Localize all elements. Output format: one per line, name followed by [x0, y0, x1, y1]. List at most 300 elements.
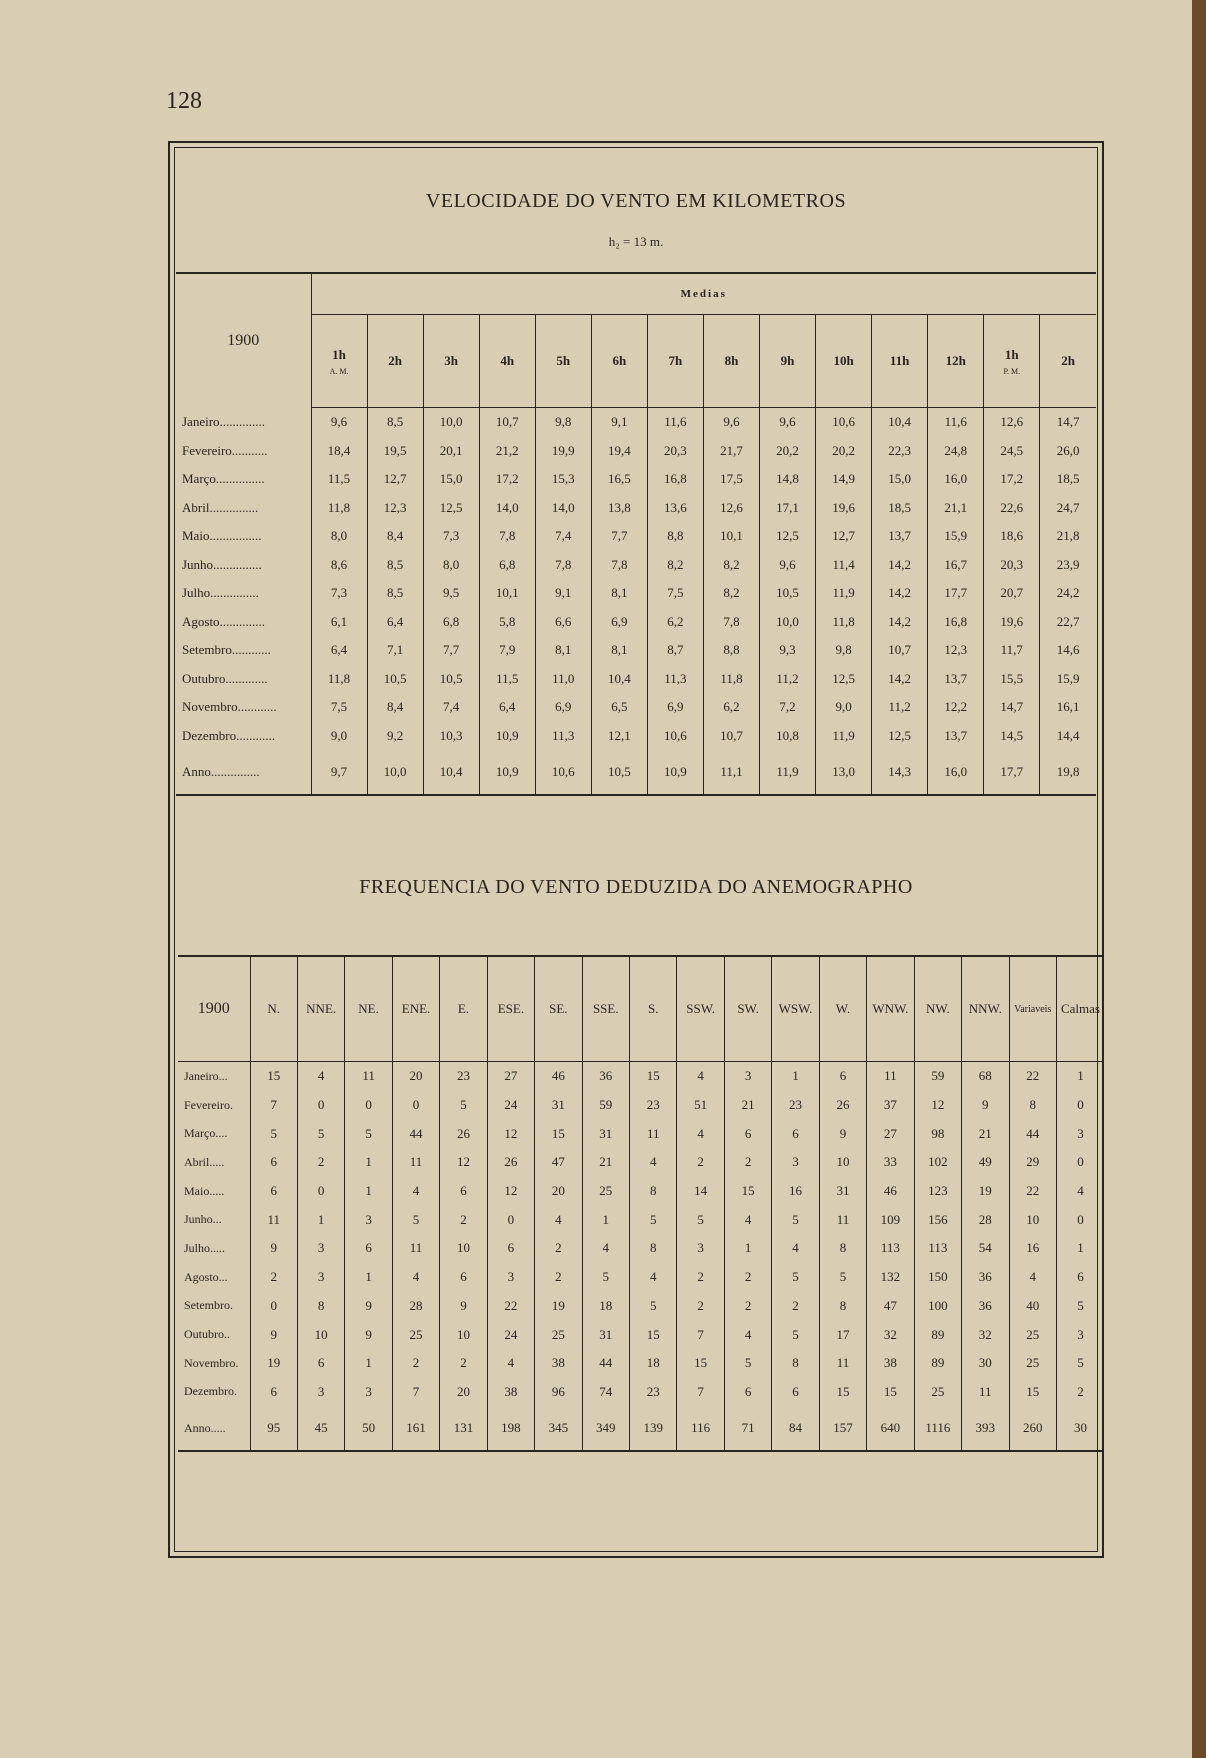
frequency-cell: 14 — [677, 1177, 724, 1206]
velocity-cell: 20,3 — [984, 551, 1040, 580]
direction-header: ENE. — [392, 956, 439, 1062]
frequency-cell: 5 — [772, 1320, 819, 1349]
frequency-cell: 9 — [440, 1292, 487, 1321]
frequency-cell: 20 — [392, 1062, 439, 1091]
frequency-cell: 74 — [582, 1378, 629, 1407]
velocity-cell: 10,7 — [872, 636, 928, 665]
frequency-cell: 21 — [962, 1119, 1009, 1148]
frequency-cell: 5 — [819, 1263, 866, 1292]
frequency-cell: 5 — [630, 1292, 677, 1321]
velocity-cell: 15,5 — [984, 665, 1040, 694]
frequency-cell: 6 — [724, 1378, 771, 1407]
frequency-table — [178, 955, 1104, 1452]
hour-label: 8h — [724, 353, 739, 368]
frequency-cell: 71 — [724, 1406, 771, 1451]
frequency-cell: 44 — [582, 1349, 629, 1378]
velocity-cell: 9,0 — [816, 693, 872, 722]
frequency-cell: 3 — [297, 1263, 344, 1292]
velocity-cell: 9,1 — [591, 408, 647, 437]
frequency-cell: 2 — [440, 1349, 487, 1378]
frequency-cell: 15 — [724, 1177, 771, 1206]
frequency-cell: 20 — [535, 1177, 582, 1206]
month-label: Julho............... — [182, 585, 259, 601]
velocity-cell: 20,1 — [423, 437, 479, 466]
frequency-cell: 0 — [1056, 1148, 1104, 1177]
frequency-cell: 27 — [867, 1119, 914, 1148]
velocity-cell: 17,2 — [984, 465, 1040, 494]
frequency-cell: 10 — [440, 1320, 487, 1349]
velocity-cell: 13,0 — [816, 750, 872, 795]
velocity-cell: 14,2 — [872, 551, 928, 580]
velocity-cell: 21,8 — [1040, 522, 1096, 551]
velocity-cell: 8,5 — [367, 579, 423, 608]
month-label: Junho... — [184, 1212, 222, 1227]
frequency-cell: 1 — [582, 1205, 629, 1234]
frequency-cell: 6 — [724, 1119, 771, 1148]
frequency-cell: 32 — [867, 1320, 914, 1349]
velocity-cell: 16,8 — [647, 465, 703, 494]
velocity-cell: 14,0 — [479, 494, 535, 523]
velocity-cell: 11,8 — [311, 494, 367, 523]
frequency-cell: 25 — [914, 1378, 961, 1407]
frequency-cell: 0 — [1056, 1205, 1104, 1234]
hour-label: 6h — [612, 353, 627, 368]
frequency-cell: 3 — [297, 1378, 344, 1407]
frequency-cell: 1 — [1056, 1234, 1104, 1263]
frequency-cell: 5 — [582, 1263, 629, 1292]
frequency-cell: 6 — [772, 1119, 819, 1148]
frequency-cell: 15 — [1009, 1378, 1056, 1407]
direction-header: SW. — [724, 956, 771, 1062]
frequency-cell: 131 — [440, 1406, 487, 1451]
frequency-cell: 3 — [345, 1205, 392, 1234]
velocity-cell: 17,1 — [760, 494, 816, 523]
velocity-cell: 9,6 — [760, 551, 816, 580]
velocity-row — [176, 494, 1096, 523]
frequency-cell: 10 — [297, 1320, 344, 1349]
velocity-cell: 10,9 — [479, 750, 535, 795]
frequency-cell: 4 — [582, 1234, 629, 1263]
velocity-cell: 12,7 — [816, 522, 872, 551]
frequency-cell: 3 — [772, 1148, 819, 1177]
velocity-cell: 17,7 — [928, 579, 984, 608]
velocity-cell: 15,3 — [535, 465, 591, 494]
month-label: Agosto... — [184, 1269, 228, 1284]
month-label: Agosto.............. — [182, 613, 266, 629]
velocity-hour-header — [984, 315, 1040, 408]
velocity-cell: 16,5 — [591, 465, 647, 494]
direction-header: ESE. — [487, 956, 534, 1062]
velocity-cell: 8,1 — [591, 579, 647, 608]
frequency-cell: 8 — [630, 1177, 677, 1206]
velocity-row — [176, 636, 1096, 665]
frequency-cell: 1 — [772, 1062, 819, 1091]
frequency-cell: 25 — [1009, 1349, 1056, 1378]
frequency-cell: 4 — [677, 1062, 724, 1091]
frequency-year-header: 1900 — [178, 956, 250, 1062]
velocity-row — [176, 665, 1096, 694]
velocity-cell: 6,6 — [535, 608, 591, 637]
frequency-cell: 5 — [1056, 1349, 1104, 1378]
frequency-cell: 1 — [345, 1349, 392, 1378]
velocity-cell: 21,1 — [928, 494, 984, 523]
frequency-cell: 7 — [250, 1091, 297, 1120]
velocity-cell: 10,0 — [760, 608, 816, 637]
velocity-cell: 12,2 — [928, 693, 984, 722]
velocity-cell: 13,7 — [928, 665, 984, 694]
frequency-cell: 11 — [345, 1062, 392, 1091]
velocity-cell: 12,3 — [367, 494, 423, 523]
frequency-cell: 7 — [677, 1378, 724, 1407]
frequency-cell: 4 — [724, 1320, 771, 1349]
velocity-cell: 11,2 — [760, 665, 816, 694]
velocity-cell: 6,1 — [311, 608, 367, 637]
frequency-cell: 38 — [867, 1349, 914, 1378]
velocity-cell: 21,2 — [479, 437, 535, 466]
velocity-cell: 14,7 — [984, 693, 1040, 722]
velocity-cell: 19,5 — [367, 437, 423, 466]
frequency-cell: 6 — [487, 1234, 534, 1263]
velocity-cell: 7,8 — [479, 522, 535, 551]
frequency-cell: 150 — [914, 1263, 961, 1292]
frequency-cell: 8 — [630, 1234, 677, 1263]
frequency-cell: 33 — [867, 1148, 914, 1177]
frequency-cell: 11 — [867, 1062, 914, 1091]
velocity-cell: 8,7 — [647, 636, 703, 665]
frequency-cell: 45 — [297, 1406, 344, 1451]
frequency-cell: 2 — [724, 1263, 771, 1292]
frequency-cell: 3 — [297, 1234, 344, 1263]
velocity-table — [176, 272, 1096, 796]
hour-label: 3h — [444, 353, 459, 368]
velocity-cell: 11,9 — [816, 722, 872, 751]
direction-header: Calmas — [1056, 956, 1104, 1062]
frequency-cell: 100 — [914, 1292, 961, 1321]
frequency-cell: 4 — [724, 1205, 771, 1234]
frequency-cell: 8 — [1009, 1091, 1056, 1120]
hour-label: 1h — [1004, 346, 1019, 362]
velocity-cell: 11,6 — [647, 408, 703, 437]
velocity-row — [176, 693, 1096, 722]
frequency-cell: 25 — [535, 1320, 582, 1349]
velocity-cell: 24,5 — [984, 437, 1040, 466]
velocity-cell: 8,5 — [367, 551, 423, 580]
medias-header: Medias — [311, 273, 1096, 315]
frequency-cell: 26 — [440, 1119, 487, 1148]
frequency-cell: 15 — [535, 1119, 582, 1148]
frequency-cell: 9 — [250, 1320, 297, 1349]
frequency-cell: 2 — [724, 1292, 771, 1321]
frequency-cell: 26 — [487, 1148, 534, 1177]
frequency-cell: 24 — [487, 1091, 534, 1120]
month-label: Abril............... — [182, 499, 259, 515]
frequency-row — [178, 1292, 1104, 1321]
frequency-cell: 2 — [392, 1349, 439, 1378]
frequency-cell: 123 — [914, 1177, 961, 1206]
frequency-cell: 8 — [819, 1234, 866, 1263]
direction-header: S. — [630, 956, 677, 1062]
month-label: Novembro............ — [182, 699, 277, 715]
velocity-cell: 14,2 — [872, 608, 928, 637]
velocity-cell: 10,9 — [479, 722, 535, 751]
month-label: Junho............... — [182, 556, 262, 572]
velocity-cell: 14,9 — [816, 465, 872, 494]
velocity-cell: 11,7 — [984, 636, 1040, 665]
velocity-row — [176, 722, 1096, 751]
velocity-cell: 9,1 — [535, 579, 591, 608]
velocity-cell: 7,8 — [535, 551, 591, 580]
month-label: Março.... — [184, 1126, 228, 1141]
frequency-cell: 36 — [582, 1062, 629, 1091]
page-number: 128 — [166, 88, 202, 114]
frequency-cell: 36 — [962, 1263, 1009, 1292]
frequency-cell: 16 — [772, 1177, 819, 1206]
frequency-cell: 8 — [297, 1292, 344, 1321]
frequency-cell: 12 — [487, 1119, 534, 1148]
frequency-cell: 6 — [250, 1378, 297, 1407]
velocity-cell: 10,4 — [591, 665, 647, 694]
velocity-cell: 16,7 — [928, 551, 984, 580]
velocity-cell: 14,6 — [1040, 636, 1096, 665]
frequency-cell: 9 — [345, 1320, 392, 1349]
frequency-cell: 38 — [535, 1349, 582, 1378]
velocity-hour-header — [311, 315, 367, 408]
frequency-cell: 2 — [535, 1234, 582, 1263]
frequency-cell: 8 — [772, 1349, 819, 1378]
velocity-cell: 7,3 — [423, 522, 479, 551]
velocity-cell: 11,6 — [928, 408, 984, 437]
velocity-cell: 16,1 — [1040, 693, 1096, 722]
frequency-cell: 23 — [772, 1091, 819, 1120]
frequency-row — [178, 1263, 1104, 1292]
month-label: Março............... — [182, 471, 265, 487]
frequency-cell: 44 — [1009, 1119, 1056, 1148]
hour-label: 2h — [1061, 353, 1076, 368]
frequency-cell: 0 — [345, 1091, 392, 1120]
hour-label: 2h — [388, 353, 402, 368]
velocity-cell: 8,0 — [423, 551, 479, 580]
velocity-cell: 11,4 — [816, 551, 872, 580]
frequency-cell: 0 — [297, 1091, 344, 1120]
velocity-cell: 8,6 — [311, 551, 367, 580]
frequency-cell: 17 — [819, 1320, 866, 1349]
frequency-cell: 2 — [297, 1148, 344, 1177]
frequency-cell: 4 — [535, 1205, 582, 1234]
frequency-cell: 4 — [630, 1148, 677, 1177]
velocity-cell: 6,4 — [367, 608, 423, 637]
frequency-cell: 5 — [772, 1205, 819, 1234]
frequency-cell: 0 — [297, 1177, 344, 1206]
velocity-cell: 13,7 — [872, 522, 928, 551]
velocity-hour-header — [535, 315, 591, 408]
velocity-cell: 10,0 — [367, 750, 423, 795]
frequency-cell: 0 — [250, 1292, 297, 1321]
velocity-cell: 23,9 — [1040, 551, 1096, 580]
velocity-cell: 10,4 — [872, 408, 928, 437]
direction-header: NNW. — [962, 956, 1009, 1062]
velocity-cell: 15,9 — [928, 522, 984, 551]
velocity-hour-header — [367, 315, 423, 408]
direction-header: WNW. — [867, 956, 914, 1062]
frequency-cell: 40 — [1009, 1292, 1056, 1321]
velocity-cell: 7,5 — [311, 693, 367, 722]
velocity-cell: 7,8 — [703, 608, 759, 637]
velocity-cell: 26,0 — [1040, 437, 1096, 466]
velocity-cell: 12,5 — [760, 522, 816, 551]
velocity-cell: 17,7 — [984, 750, 1040, 795]
frequency-cell: 21 — [582, 1148, 629, 1177]
direction-header: W. — [819, 956, 866, 1062]
frequency-cell: 5 — [345, 1119, 392, 1148]
velocity-cell: 8,5 — [367, 408, 423, 437]
frequency-row — [178, 1119, 1104, 1148]
velocity-hour-header — [591, 315, 647, 408]
velocity-cell: 18,5 — [872, 494, 928, 523]
frequency-cell: 16 — [1009, 1234, 1056, 1263]
frequency-cell: 393 — [962, 1406, 1009, 1451]
month-label: Janeiro... — [184, 1068, 228, 1083]
frequency-cell: 1 — [297, 1205, 344, 1234]
frequency-cell: 10 — [440, 1234, 487, 1263]
velocity-cell: 14,8 — [760, 465, 816, 494]
velocity-cell: 10,0 — [423, 408, 479, 437]
frequency-cell: 1116 — [914, 1406, 961, 1451]
direction-header: NE. — [345, 956, 392, 1062]
frequency-cell: 2 — [250, 1263, 297, 1292]
velocity-cell: 8,2 — [647, 551, 703, 580]
frequency-cell: 89 — [914, 1320, 961, 1349]
velocity-hour-header — [760, 315, 816, 408]
velocity-cell: 14,2 — [872, 665, 928, 694]
frequency-cell: 10 — [819, 1148, 866, 1177]
velocity-row — [176, 608, 1096, 637]
velocity-cell: 22,7 — [1040, 608, 1096, 637]
month-label: Novembro. — [184, 1355, 239, 1370]
frequency-cell: 11 — [250, 1205, 297, 1234]
velocity-cell: 17,5 — [703, 465, 759, 494]
velocity-cell: 19,6 — [816, 494, 872, 523]
frequency-cell: 0 — [392, 1091, 439, 1120]
velocity-cell: 10,4 — [423, 750, 479, 795]
frequency-cell: 12 — [487, 1177, 534, 1206]
frequency-cell: 23 — [630, 1091, 677, 1120]
velocity-cell: 17,2 — [479, 465, 535, 494]
velocity-cell: 7,3 — [311, 579, 367, 608]
book-page-edge — [1192, 0, 1206, 1758]
velocity-cell: 7,7 — [423, 636, 479, 665]
frequency-cell: 161 — [392, 1406, 439, 1451]
frequency-cell: 4 — [630, 1263, 677, 1292]
velocity-cell: 12,7 — [367, 465, 423, 494]
frequency-cell: 24 — [487, 1320, 534, 1349]
velocity-cell: 6,9 — [647, 693, 703, 722]
frequency-cell: 15 — [630, 1062, 677, 1091]
frequency-cell: 21 — [724, 1091, 771, 1120]
frequency-cell: 5 — [677, 1205, 724, 1234]
direction-header: NW. — [914, 956, 961, 1062]
velocity-cell: 11,5 — [311, 465, 367, 494]
velocity-year-header: 1900 — [227, 331, 260, 349]
hour-label: 5h — [556, 353, 571, 368]
velocity-cell: 20,2 — [760, 437, 816, 466]
frequency-cell: 12 — [440, 1148, 487, 1177]
frequency-cell: 5 — [250, 1119, 297, 1148]
frequency-cell: 89 — [914, 1349, 961, 1378]
frequency-cell: 27 — [487, 1062, 534, 1091]
velocity-cell: 18,4 — [311, 437, 367, 466]
frequency-cell: 95 — [250, 1406, 297, 1451]
velocity-cell: 10,5 — [367, 665, 423, 694]
month-label: Maio................ — [182, 528, 262, 544]
velocity-row — [176, 579, 1096, 608]
frequency-cell: 98 — [914, 1119, 961, 1148]
frequency-cell: 1 — [345, 1148, 392, 1177]
frequency-cell: 37 — [867, 1091, 914, 1120]
frequency-cell: 68 — [962, 1062, 1009, 1091]
frequency-cell: 3 — [345, 1378, 392, 1407]
frequency-cell: 9 — [250, 1234, 297, 1263]
month-label: Maio..... — [184, 1183, 225, 1198]
velocity-cell: 12,6 — [984, 408, 1040, 437]
frequency-cell: 4 — [392, 1177, 439, 1206]
velocity-cell: 22,3 — [872, 437, 928, 466]
frequency-cell: 6 — [772, 1378, 819, 1407]
velocity-cell: 15,0 — [423, 465, 479, 494]
hour-label: 1h — [332, 346, 346, 362]
velocity-cell: 10,7 — [479, 408, 535, 437]
frequency-cell: 9 — [962, 1091, 1009, 1120]
frequency-cell: 25 — [582, 1177, 629, 1206]
velocity-title: VELOCIDADE DO VENTO EM KILOMETROS — [425, 190, 847, 212]
frequency-cell: 198 — [487, 1406, 534, 1451]
velocity-row — [176, 465, 1096, 494]
velocity-cell: 10,6 — [647, 722, 703, 751]
velocity-cell: 10,3 — [423, 722, 479, 751]
velocity-cell: 12,5 — [872, 722, 928, 751]
frequency-cell: 7 — [677, 1320, 724, 1349]
frequency-cell: 3 — [677, 1234, 724, 1263]
frequency-cell: 7 — [392, 1378, 439, 1407]
velocity-cell: 14,3 — [872, 750, 928, 795]
frequency-cell: 49 — [962, 1148, 1009, 1177]
velocity-cell: 19,9 — [535, 437, 591, 466]
velocity-cell: 10,1 — [703, 522, 759, 551]
velocity-cell: 11,0 — [535, 665, 591, 694]
frequency-cell: 96 — [535, 1378, 582, 1407]
frequency-cell: 29 — [1009, 1148, 1056, 1177]
frequency-cell: 113 — [914, 1234, 961, 1263]
velocity-cell: 6,2 — [703, 693, 759, 722]
frequency-row — [178, 1234, 1104, 1263]
velocity-hour-header — [872, 315, 928, 408]
frequency-cell: 31 — [819, 1177, 866, 1206]
velocity-cell: 6,5 — [591, 693, 647, 722]
velocity-cell: 14,5 — [984, 722, 1040, 751]
frequency-cell: 26 — [819, 1091, 866, 1120]
pm-label: P. M. — [1003, 366, 1021, 376]
frequency-cell: 1 — [1056, 1062, 1104, 1091]
velocity-hour-header — [647, 315, 703, 408]
velocity-cell: 10,8 — [760, 722, 816, 751]
frequency-cell: 30 — [962, 1349, 1009, 1378]
frequency-cell: 4 — [297, 1062, 344, 1091]
frequency-cell: 11 — [819, 1349, 866, 1378]
frequency-cell: 5 — [630, 1205, 677, 1234]
velocity-cell: 18,6 — [984, 522, 1040, 551]
velocity-cell: 8,4 — [367, 522, 423, 551]
frequency-cell: 3 — [1056, 1320, 1104, 1349]
frequency-cell: 4 — [1056, 1177, 1104, 1206]
